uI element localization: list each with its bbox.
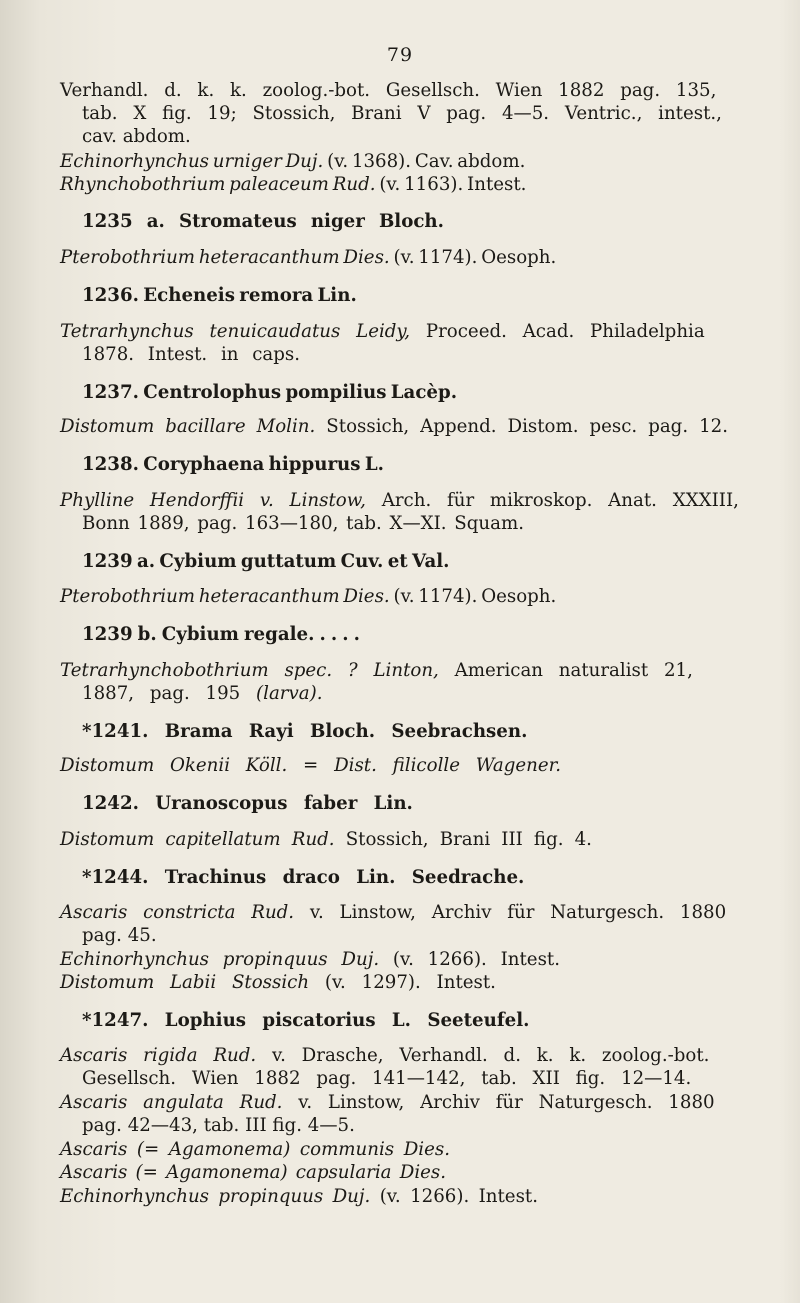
citation-text: 1887, pag. 195 [82, 683, 257, 704]
text-line [60, 755, 561, 777]
entry-heading: 1239 b. Cybium regale. . . . . [82, 624, 360, 645]
taxon-name: Tetrarhynchobothrium spec. ? Linton, [60, 660, 439, 681]
citation-text: Bonn 1889, pag. 163—180, tab. X—XI. Squam. [82, 513, 524, 534]
entry-heading: 1237. Centrolophus pompilius Lacèp. [82, 382, 458, 403]
text-line [82, 1068, 691, 1090]
citation-text: (v. 1266). Intest. [370, 1186, 538, 1207]
text-line [60, 490, 739, 512]
text-line [82, 551, 449, 573]
citation-text: Stossich, Brani III fig. 4. [334, 829, 592, 850]
text-line [60, 151, 525, 173]
text-line [60, 80, 716, 102]
taxon-name: Ascaris angulata Rud. [60, 1092, 283, 1113]
taxon-name: Ascaris (= Agamonema) communis Dies. [60, 1139, 451, 1160]
text-line [82, 925, 157, 947]
citation-text: Gesellsch. Wien 1882 pag. 141—142, tab. XII fig. 12—14. [82, 1068, 692, 1089]
text-line [82, 285, 357, 307]
text-line [82, 721, 527, 743]
taxon-name: Pterobothrium heteracanthum Dies. [60, 586, 390, 607]
entry-heading: 1236. Echeneis remora Lin. [82, 285, 357, 306]
taxon-name: Ascaris rigida Rud. [60, 1045, 257, 1066]
taxon-name: Pterobothrium heteracanthum Dies. [60, 247, 390, 268]
citation-text: v. Linstow, Archiv für Naturgesch. 1880 [282, 1092, 715, 1113]
citation-text: pag. 42—43, tab. III fig. 4—5. [82, 1115, 355, 1136]
entry-heading: 1238. Coryphaena hippurus L. [82, 454, 384, 475]
text-line [60, 1139, 450, 1161]
text-line [60, 174, 526, 196]
text-line [82, 454, 384, 476]
citation-text: tab. X fig. 19; Stossich, Brani V pag. 4—5. Ventric., intest., [82, 103, 722, 124]
citation-text: (v. 1174). Oesoph. [389, 247, 557, 268]
taxon-name: Echinorhynchus propinquus Duj. [60, 949, 380, 970]
taxon-name: Distomum bacillare Molin. [60, 416, 316, 437]
text-line [60, 902, 726, 924]
text-line [82, 344, 300, 366]
taxon-name: (larva). [256, 683, 323, 704]
taxon-name: Echinorhynchus propinquus Duj. [60, 1186, 371, 1207]
citation-text: Arch. für mikroskop. Anat. XXXIII, [365, 490, 739, 511]
taxon-name: Echinorhynchus urniger Duj. [60, 151, 324, 172]
citation-text: American naturalist 21, [438, 660, 693, 681]
citation-text: Proceed. Acad. Philadelphia [410, 321, 705, 342]
entry-heading: 1242. Uranoscopus faber Lin. [82, 793, 413, 814]
text-line [60, 416, 728, 438]
citation-text: (v. 1174). Oesoph. [389, 586, 557, 607]
text-line [60, 247, 556, 269]
text-line [82, 382, 457, 404]
citation-text: (v. 1163). Intest. [375, 174, 527, 195]
taxon-name: Ascaris constricta Rud. [60, 902, 295, 923]
taxon-name: Distomum capitellatum Rud. [60, 829, 335, 850]
text-line [60, 829, 592, 851]
entry-heading: *1244. Trachinus draco Lin. Seedrache. [82, 867, 525, 888]
text-line [60, 1162, 446, 1184]
citation-text: v. Drasche, Verhandl. d. k. k. zoolog.-bot. [256, 1045, 710, 1066]
text-line [82, 683, 323, 705]
entry-heading: 1239 a. Cybium guttatum Cuv. et Val. [82, 551, 450, 572]
text-line [60, 949, 560, 971]
text-line [82, 211, 444, 233]
taxon-name: Distomum Labii Stossich [60, 972, 310, 993]
entry-heading: *1247. Lophius piscatorius L. Seeteufel. [82, 1010, 530, 1031]
taxon-name: Ascaris (= Agamonema) capsularia Dies. [60, 1162, 447, 1183]
text-line [60, 321, 705, 343]
text-line [60, 1186, 538, 1208]
citation-text: 1878. Intest. in caps. [82, 344, 301, 365]
text-line [60, 660, 693, 682]
text-line [82, 867, 524, 889]
text-line [82, 126, 191, 148]
citation-text: pag. 45. [82, 925, 157, 946]
text-line [60, 1092, 715, 1114]
citation-text: (v. 1297). Intest. [309, 972, 496, 993]
citation-text: (v. 1266). Intest. [379, 949, 560, 970]
citation-text: (v. 1368). Cav. abdom. [323, 151, 526, 172]
taxon-name: Distomum Okenii Köll. = Dist. filicolle Wagener. [60, 755, 562, 776]
entry-heading: 1235 a. Stromateus niger Bloch. [82, 211, 444, 232]
citation-text: Verhandl. d. k. k. zoolog.-bot. Gesellsch. Wien 1882 pag. 135, [60, 80, 717, 101]
taxon-name: Tetrarhynchus tenuicaudatus Leidy, [60, 321, 411, 342]
text-line [60, 586, 556, 608]
text-line [60, 1045, 709, 1067]
citation-text: cav. abdom. [82, 126, 191, 147]
taxon-name: Rhynchobothrium paleaceum Rud. [60, 174, 376, 195]
citation-text: Stossich, Append. Distom. pesc. pag. 12. [315, 416, 729, 437]
text-line [60, 972, 496, 994]
entry-heading: *1241. Brama Rayi Bloch. Seebrachsen. [82, 721, 528, 742]
text-line [82, 1010, 529, 1032]
text-line [82, 103, 722, 125]
page-number: 79 [386, 44, 414, 66]
text-line [82, 1115, 355, 1137]
text-line [82, 513, 524, 535]
citation-text: v. Linstow, Archiv für Naturgesch. 1880 [294, 902, 727, 923]
text-line [82, 624, 360, 646]
text-line [82, 793, 413, 815]
taxon-name: Phylline Hendorffii v. Linstow, [60, 490, 366, 511]
